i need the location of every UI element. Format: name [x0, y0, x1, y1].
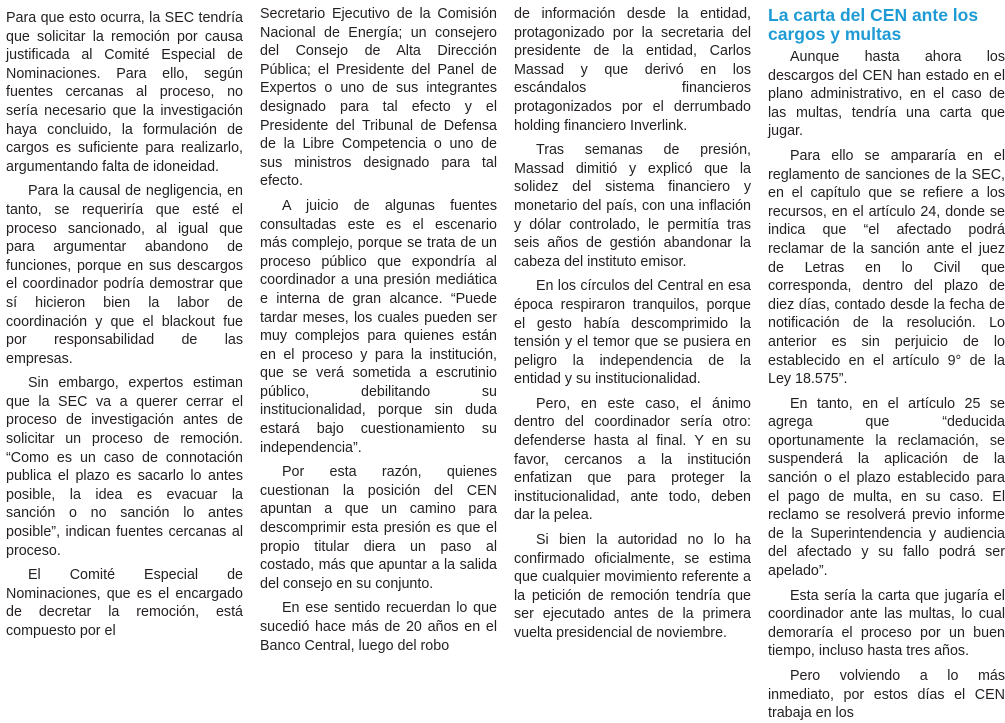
- paragraph: Esta sería la carta que jugaría el coordinador ante las multas, lo cual demoraría el proceso por un buen tiempo, incluso hasta tres años.: [768, 587, 1005, 660]
- paragraph: Pero, en este caso, el ánimo dentro del coordinador sería otro: defenderse hasta al final. Y en su favor, cercanos a la institución enfatizan que para proteger la institucionalidad, ante todo, deben dar la pelea.: [514, 395, 751, 524]
- paragraph: Por esta razón, quienes cuestionan la posición del CEN apuntan a que un camino para descomprimir esta presión es que el propio titular diera un paso al costado, más que apuntar a la salida del consejo en su conjunto.: [260, 464, 497, 592]
- paragraph: Para ello se ampararía en el reglamento de sanciones de la SEC, en el capítulo que se refiere a los recursos, en el artículo 24, donde se indica que “el afectado podrá reclamar de la sanción ante el juez de Letras en lo Civil que corresponda, dentro del plazo de diez días, contado desde la fecha de notificación de la resolución. Lo anterior es sin perjuicio de lo establecido en el artículo 9° de la Ley 18.575”.: [768, 147, 1005, 388]
- paragraph: Si bien la autoridad no lo ha confirmado oficialmente, se estima que cualquier movimiento referente a la petición de remoción tendría que ser ejecutado antes de la primera vuelta presidencial de noviembre.: [514, 532, 751, 641]
- paragraph: de información desde la entidad, protagonizado por la secretaria del presidente de la entidad, Carlos Massad y que derivó en los escándalos financieros protagonizados por el derrumbado holding financiero Inverlink.: [514, 6, 751, 134]
- paragraph: Secretario Ejecutivo de la Comisión Nacional de Energía; un consejero del Consejo de Alta Dirección Pública; el Presidente del Panel de Expertos o uno de sus integrantes designado para tal efecto y el Presidente del Tribunal de Defensa de la Libre Competencia o uno de sus ministros designado para tal efecto.: [260, 6, 497, 190]
- text-column-1: [6, 0, 243, 652]
- paragraph: Aunque hasta ahora los descargos del CEN han estado en el plano administrativo, en el caso de las multas, tendría una carta que jugar.: [768, 49, 1005, 140]
- paragraph: El Comité Especial de Nominaciones, que es el encargado de decretar la remoción, está compuesto por el: [6, 567, 243, 639]
- text-column-3: [514, 0, 751, 652]
- paragraph: Sin embargo, expertos estiman que la SEC va a querer cerrar el proceso de investigación antes de solicitar un proceso de remoción. “Como es un caso de connotación publica el plazo es sacarlo lo antes posible, la idea es evacuar la sanción o no sanción lo antes posible”, indican fuentes cercanas al proceso.: [6, 375, 243, 559]
- paragraph: En ese sentido recuerdan lo que sucedió hace más de 20 años en el Banco Central, luego del robo: [260, 600, 497, 654]
- paragraph: Para que esto ocurra, la SEC tendría que solicitar la remoción por causa justificada al Comité Especial de Nominaciones. Para ello, según fuentes cercanas al proceso, no sería necesario que la investigación haya concluido, la formulación de cargos es suficiente para realizarlo, argumentando falta de idoneidad.: [6, 10, 243, 175]
- paragraph: En los círculos del Central en esa época respiraron tranquilos, porque el gesto había descomprimido la tensión y el temor que se pusiera en peligro la independencia de la entidad y su institucionalidad.: [514, 278, 751, 388]
- paragraph: Pero volviendo a lo más inmediato, por estos días el CEN trabaja en los: [768, 668, 1005, 722]
- text-column-2: [260, 0, 497, 652]
- paragraph: Para la causal de negligencia, en tanto, se requeriría que esté el proceso sancionado, al igual que para argumentar abandono de funciones, porque en sus descargos el coordinador podría demostrar que sí hicieron bien la labor de coordinación y que el blackout fue por responsabilidad de las empresas.: [6, 183, 243, 367]
- paragraph: Tras semanas de presión, Massad dimitió y explicó que la solidez del sistema financiero y monetario del país, con una inflación y dólar controlado, le permitía tras seis años de gestión abandonar la cabeza del instituto emisor.: [514, 142, 751, 270]
- paragraph: A juicio de algunas fuentes consultadas este es el escenario más complejo, porque se trata de un proceso público que expondría al coordinador a una presión mediática e interna de gran alcance. “Puede tardar meses, los cuales pueden ser muy complejos para quienes están en el proceso y para la institución, que se verá sometida a escrutinio público, debilitando su institucionalidad, porque sin duda estará bajo cuestionamiento su independencia”.: [260, 197, 497, 456]
- text-column-4: [768, 0, 1005, 722]
- paragraph: En tanto, en el artículo 25 se agrega que “deducida oportunamente la reclamación, se suspenderá la aplicación de la sanción o el plazo establecido para el pago de multa, en su caso. El reclamo se resolverá previo informe de la Superintendencia y audiencia del afectado y su fallo podrá ser apelado”.: [768, 395, 1005, 580]
- section-heading: La carta del CEN ante los cargos y multas: [768, 5, 979, 44]
